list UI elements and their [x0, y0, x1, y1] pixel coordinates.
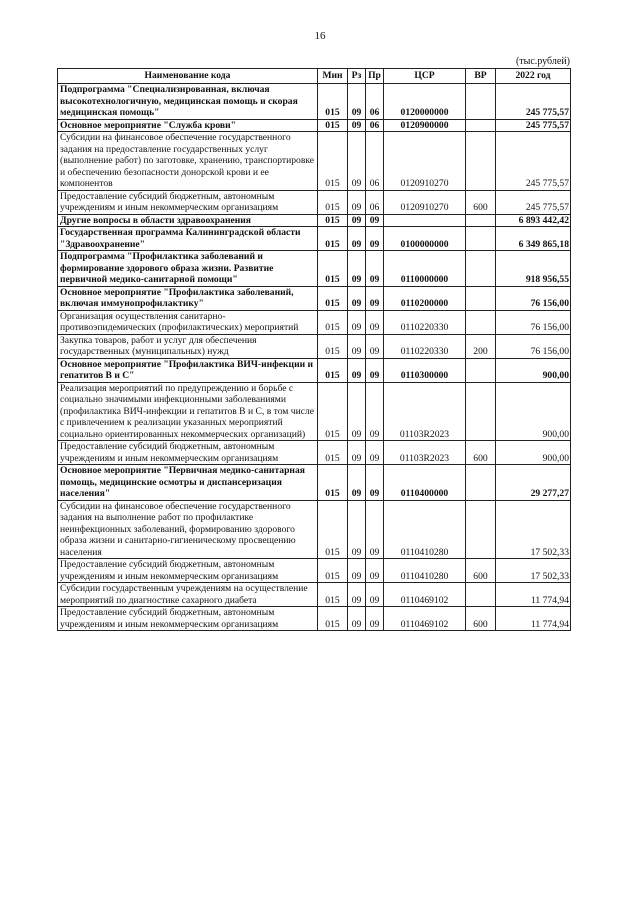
row-pr-cell: 06: [366, 190, 384, 214]
table-row: [58, 310, 571, 334]
row-csr-cell: 0110220330: [384, 310, 466, 334]
row-vr-cell: 600: [466, 607, 496, 631]
row-rz-cell: 09: [348, 382, 366, 441]
row-name-cell: Подпрограмма "Профилактика заболеваний и формирование здорового образа жизни. Развитие первичной медико-санитарной помощи": [58, 251, 318, 287]
row-pr-cell: 09: [366, 559, 384, 583]
row-csr-cell: 01103R2023: [384, 382, 466, 441]
row-min-cell: 015: [318, 286, 348, 310]
row-csr-cell: 0110000000: [384, 251, 466, 287]
row-vr-cell: [466, 251, 496, 287]
row-rz-cell: 09: [348, 227, 366, 251]
row-pr-cell: 09: [366, 583, 384, 607]
row-rz-cell: 09: [348, 607, 366, 631]
row-sum-cell: 29 277,27: [496, 465, 571, 501]
row-rz-cell: 09: [348, 310, 366, 334]
table-row: [58, 84, 571, 120]
row-min-cell: 015: [318, 119, 348, 132]
table-row: [58, 382, 571, 441]
row-sum-cell: 6 893 442,42: [496, 214, 571, 227]
row-csr-cell: 0110200000: [384, 286, 466, 310]
row-min-cell: 015: [318, 583, 348, 607]
row-min-cell: 015: [318, 465, 348, 501]
row-min-cell: 015: [318, 382, 348, 441]
header-rz: Рз: [348, 69, 366, 84]
row-rz-cell: 09: [348, 119, 366, 132]
table-row: [58, 286, 571, 310]
row-pr-cell: 06: [366, 132, 384, 191]
header-name: Наименование кода: [58, 69, 318, 84]
row-name-cell: Предоставление субсидий бюджетным, автономным учреждениям и иным некоммерческим организациям: [58, 559, 318, 583]
row-min-cell: 015: [318, 84, 348, 120]
table-row: [58, 583, 571, 607]
row-pr-cell: 09: [366, 334, 384, 358]
table-row: [58, 132, 571, 191]
row-min-cell: 015: [318, 334, 348, 358]
header-year: 2022 год: [496, 69, 571, 84]
row-name-cell: Субсидии государственным учреждениям на осуществление мероприятий по диагностике сахарного диабета: [58, 583, 318, 607]
row-pr-cell: 09: [366, 382, 384, 441]
row-name-cell: Основное мероприятие "Профилактика заболеваний, включая иммунопрофилактику": [58, 286, 318, 310]
row-csr-cell: 0110300000: [384, 358, 466, 382]
row-csr-cell: 0110400000: [384, 465, 466, 501]
row-csr-cell: 0110410280: [384, 559, 466, 583]
row-name-cell: Основное мероприятие "Профилактика ВИЧ-инфекции и гепатитов В и С": [58, 358, 318, 382]
row-min-cell: 015: [318, 227, 348, 251]
row-sum-cell: 76 156,00: [496, 310, 571, 334]
row-rz-cell: 09: [348, 500, 366, 559]
row-rz-cell: 09: [348, 441, 366, 465]
row-vr-cell: 600: [466, 559, 496, 583]
row-name-cell: Предоставление субсидий бюджетным, автономным учреждениям и иным некоммерческим организациям: [58, 441, 318, 465]
row-pr-cell: 06: [366, 119, 384, 132]
row-name-cell: Организация осуществления санитарно-противоэпидемических (профилактических) мероприятий: [58, 310, 318, 334]
row-sum-cell: 76 156,00: [496, 286, 571, 310]
row-min-cell: 015: [318, 559, 348, 583]
row-rz-cell: 09: [348, 583, 366, 607]
table-row: [58, 465, 571, 501]
row-csr-cell: [384, 214, 466, 227]
row-name-cell: Субсидии на финансовое обеспечение государственного задания на предоставление государственных услуг (выполнение работ) по заготовке, хранению, транспортировке и обеспечению безопасности донорской крови и ее компонентов: [58, 132, 318, 191]
row-pr-cell: 09: [366, 358, 384, 382]
row-sum-cell: 76 156,00: [496, 334, 571, 358]
row-sum-cell: 17 502,33: [496, 559, 571, 583]
table-row: [58, 334, 571, 358]
row-csr-cell: 0110410280: [384, 500, 466, 559]
row-rz-cell: 09: [348, 214, 366, 227]
budget-table: [57, 68, 571, 631]
row-name-cell: Основное мероприятие "Первичная медико-санитарная помощь, медицинские осмотры и диспансеризация населения": [58, 465, 318, 501]
row-min-cell: 015: [318, 358, 348, 382]
row-name-cell: Предоставление субсидий бюджетным, автономным учреждениям и иным некоммерческим организациям: [58, 190, 318, 214]
row-vr-cell: [466, 119, 496, 132]
header-csr: ЦСР: [384, 69, 466, 84]
row-rz-cell: 09: [348, 559, 366, 583]
row-vr-cell: [466, 583, 496, 607]
row-name-cell: Государственная программа Калининградской области "Здравоохранение": [58, 227, 318, 251]
row-sum-cell: 17 502,33: [496, 500, 571, 559]
row-sum-cell: 245 775,57: [496, 132, 571, 191]
row-vr-cell: [466, 382, 496, 441]
row-name-cell: Предоставление субсидий бюджетным, автономным учреждениям и иным некоммерческим организациям: [58, 607, 318, 631]
row-vr-cell: [466, 465, 496, 501]
row-rz-cell: 09: [348, 286, 366, 310]
row-rz-cell: 09: [348, 251, 366, 287]
row-vr-cell: 600: [466, 441, 496, 465]
page-number: 16: [314, 30, 326, 42]
row-pr-cell: 09: [366, 214, 384, 227]
table-row: [58, 251, 571, 287]
row-vr-cell: [466, 358, 496, 382]
row-min-cell: 015: [318, 441, 348, 465]
row-name-cell: Подпрограмма "Специализированная, включая высокотехнологичную, медицинская помощь и скорая медицинская помощь": [58, 84, 318, 120]
table-row: [58, 500, 571, 559]
row-vr-cell: [466, 500, 496, 559]
header-vr: ВР: [466, 69, 496, 84]
row-rz-cell: 09: [348, 358, 366, 382]
units-label: (тыс.рублей): [515, 56, 570, 67]
row-name-cell: Основное мероприятие "Служба крови": [58, 119, 318, 132]
row-pr-cell: 09: [366, 227, 384, 251]
row-sum-cell: 245 775,57: [496, 190, 571, 214]
row-rz-cell: 09: [348, 84, 366, 120]
row-sum-cell: 918 956,55: [496, 251, 571, 287]
row-vr-cell: [466, 214, 496, 227]
row-pr-cell: 09: [366, 251, 384, 287]
row-csr-cell: 0110220330: [384, 334, 466, 358]
row-pr-cell: 09: [366, 465, 384, 501]
row-min-cell: 015: [318, 251, 348, 287]
row-csr-cell: 0120900000: [384, 119, 466, 132]
row-vr-cell: [466, 286, 496, 310]
row-sum-cell: 900,00: [496, 382, 571, 441]
row-vr-cell: 200: [466, 334, 496, 358]
row-sum-cell: 11 774,94: [496, 607, 571, 631]
row-pr-cell: 09: [366, 286, 384, 310]
row-sum-cell: 900,00: [496, 441, 571, 465]
header-min: Мин: [318, 69, 348, 84]
row-csr-cell: 0120000000: [384, 84, 466, 120]
table-header-row: [58, 69, 571, 84]
table-row: [58, 214, 571, 227]
row-pr-cell: 06: [366, 84, 384, 120]
table-row: [58, 358, 571, 382]
row-sum-cell: 6 349 865,18: [496, 227, 571, 251]
table-row: [58, 227, 571, 251]
row-min-cell: 015: [318, 500, 348, 559]
table-row: [58, 607, 571, 631]
row-csr-cell: 0120910270: [384, 132, 466, 191]
row-rz-cell: 09: [348, 465, 366, 501]
row-min-cell: 015: [318, 190, 348, 214]
table-row: [58, 441, 571, 465]
row-rz-cell: 09: [348, 132, 366, 191]
row-sum-cell: 11 774,94: [496, 583, 571, 607]
row-rz-cell: 09: [348, 334, 366, 358]
row-vr-cell: [466, 84, 496, 120]
row-pr-cell: 09: [366, 310, 384, 334]
row-vr-cell: [466, 227, 496, 251]
row-name-cell: Закупка товаров, работ и услуг для обеспечения государственных (муниципальных) нужд: [58, 334, 318, 358]
row-min-cell: 015: [318, 214, 348, 227]
row-name-cell: Другие вопросы в области здравоохранения: [58, 214, 318, 227]
row-csr-cell: 0110469102: [384, 583, 466, 607]
row-vr-cell: [466, 132, 496, 191]
row-rz-cell: 09: [348, 190, 366, 214]
row-pr-cell: 09: [366, 441, 384, 465]
row-vr-cell: [466, 310, 496, 334]
row-vr-cell: 600: [466, 190, 496, 214]
row-csr-cell: 0110469102: [384, 607, 466, 631]
row-name-cell: Реализация мероприятий по предупреждению и борьбе с социально значимыми инфекционными заболеваниями (профилактика ВИЧ-инфекции и гепатитов В и С, в том числе с привлечением к реализации указанных мероприятий социально ориентированных некоммерческих организаций): [58, 382, 318, 441]
row-min-cell: 015: [318, 607, 348, 631]
row-sum-cell: 245 775,57: [496, 84, 571, 120]
table-row: [58, 190, 571, 214]
row-sum-cell: 900,00: [496, 358, 571, 382]
table-row: [58, 119, 571, 132]
row-csr-cell: 0100000000: [384, 227, 466, 251]
row-pr-cell: 09: [366, 607, 384, 631]
row-sum-cell: 245 775,57: [496, 119, 571, 132]
row-name-cell: Субсидии на финансовое обеспечение государственного задания на выполнение работ по профилактике неинфекционных заболеваний, формированию здорового образа жизни и санитарно-гигиеническому просвещению населения: [58, 500, 318, 559]
header-pr: Пр: [366, 69, 384, 84]
row-csr-cell: 01103R2023: [384, 441, 466, 465]
row-min-cell: 015: [318, 132, 348, 191]
table-row: [58, 559, 571, 583]
row-pr-cell: 09: [366, 500, 384, 559]
row-min-cell: 015: [318, 310, 348, 334]
row-csr-cell: 0120910270: [384, 190, 466, 214]
